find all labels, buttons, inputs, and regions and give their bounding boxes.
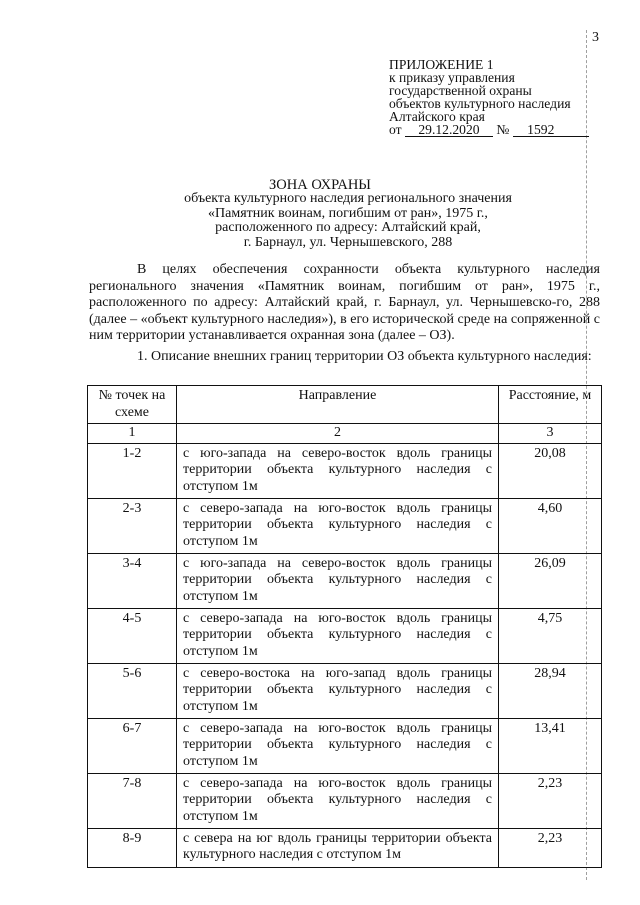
table-row — [88, 773, 602, 828]
table-row — [88, 443, 602, 498]
cell-distance: 13,41 — [499, 718, 602, 773]
cell-points: 7-8 — [88, 773, 177, 828]
header-distance: Расстояние, м — [499, 386, 602, 424]
cell-points: 2-3 — [88, 498, 177, 553]
table-row — [88, 718, 602, 773]
table-row — [88, 553, 602, 608]
cell-distance: 28,94 — [499, 663, 602, 718]
intro-paragraph: В целях обеспечения сохранности объекта культурного наследия регионального значения «Памятник воинам, погибшим от ран», 1975 г., расположенного по адресу: Алтайский край, г. Барнаул, ул. Чернышевско-го, 288 (далее – «объект культурного наследия»), в его исторической среде на сопряженной с ним территории устанавливается охранная зона (далее – ОЗ). — [89, 262, 600, 344]
column-number: 2 — [177, 424, 499, 444]
document-title: ЗОНА ОХРАНЫ — [269, 177, 371, 193]
header-direction: Направление — [177, 386, 499, 424]
order-number: 1592 — [513, 123, 569, 137]
subtitle-line: объекта культурного наследия регионального значения — [184, 191, 512, 206]
cell-points: 5-6 — [88, 663, 177, 718]
appendix-title: ПРИЛОЖЕНИЕ 1 — [389, 57, 494, 72]
cell-distance: 2,23 — [499, 828, 602, 867]
cell-direction: с северо-запада на юго-восток вдоль границы территории объекта культурного наследия с отступом 1м — [177, 608, 499, 663]
cell-direction: с северо-запада на юго-восток вдоль границы территории объекта культурного наследия с отступом 1м — [177, 498, 499, 553]
table-row — [88, 828, 602, 867]
cell-direction: с северо-запада на юго-восток вдоль границы территории объекта культурного наследия с отступом 1м — [177, 773, 499, 828]
cell-direction: с северо-востока на юго-запад вдоль границы территории объекта культурного наследия с отступом 1м — [177, 663, 499, 718]
appendix-date-line — [389, 123, 594, 137]
document-subtitle — [100, 192, 596, 250]
underline-tail — [569, 124, 589, 137]
table-row — [88, 608, 602, 663]
cell-points: 4-5 — [88, 608, 177, 663]
subtitle-line: расположенного по адресу: Алтайский край, — [215, 220, 481, 236]
column-number-row — [88, 424, 602, 444]
cell-points: 6-7 — [88, 718, 177, 773]
cell-distance: 4,75 — [499, 608, 602, 663]
cell-distance: 4,60 — [499, 498, 602, 553]
cell-direction: с юго-запада на северо-восток вдоль границы территории объекта культурного наследия с отступом 1м — [177, 553, 499, 608]
appendix-line: к приказу управления — [389, 70, 515, 85]
appendix-line: Алтайского края — [389, 109, 485, 124]
appendix-header — [389, 58, 594, 137]
cell-points: 1-2 — [88, 443, 177, 498]
cell-points: 8-9 — [88, 828, 177, 867]
appendix-line: государственной охраны — [389, 83, 532, 98]
cell-direction: с юго-запада на северо-восток вдоль границы территории объекта культурного наследия с отступом 1м — [177, 443, 499, 498]
subtitle-line: «Памятник воинам, погибшим от ран», 1975 г., — [208, 205, 488, 221]
cell-distance: 26,09 — [499, 553, 602, 608]
table-header-row — [88, 386, 602, 424]
cell-points: 3-4 — [88, 553, 177, 608]
subtitle-line: г. Барнаул, ул. Чернышевского, 288 — [243, 234, 453, 250]
table-row — [88, 663, 602, 718]
appendix-line: объектов культурного наследия — [389, 96, 571, 111]
boundary-table — [87, 385, 602, 868]
cell-direction: с севера на юг вдоль границы территории объекта культурного наследия с отступом 1м — [177, 828, 499, 867]
header-points: № точек на схеме — [88, 386, 177, 424]
page-number: 3 — [592, 30, 599, 45]
order-date: 29.12.2020 — [405, 123, 493, 137]
cell-distance: 2,23 — [499, 773, 602, 828]
section-heading-paragraph: 1. Описание внешних границ территории ОЗ объекта культурного наследия: — [137, 349, 592, 364]
table-row — [88, 498, 602, 553]
date-prefix: от — [389, 122, 402, 137]
column-number: 1 — [88, 424, 177, 444]
cell-direction: с северо-запада на юго-восток вдоль границы территории объекта культурного наследия с отступом 1м — [177, 718, 499, 773]
column-number: 3 — [499, 424, 602, 444]
cell-distance: 20,08 — [499, 443, 602, 498]
number-prefix: № — [496, 122, 510, 137]
